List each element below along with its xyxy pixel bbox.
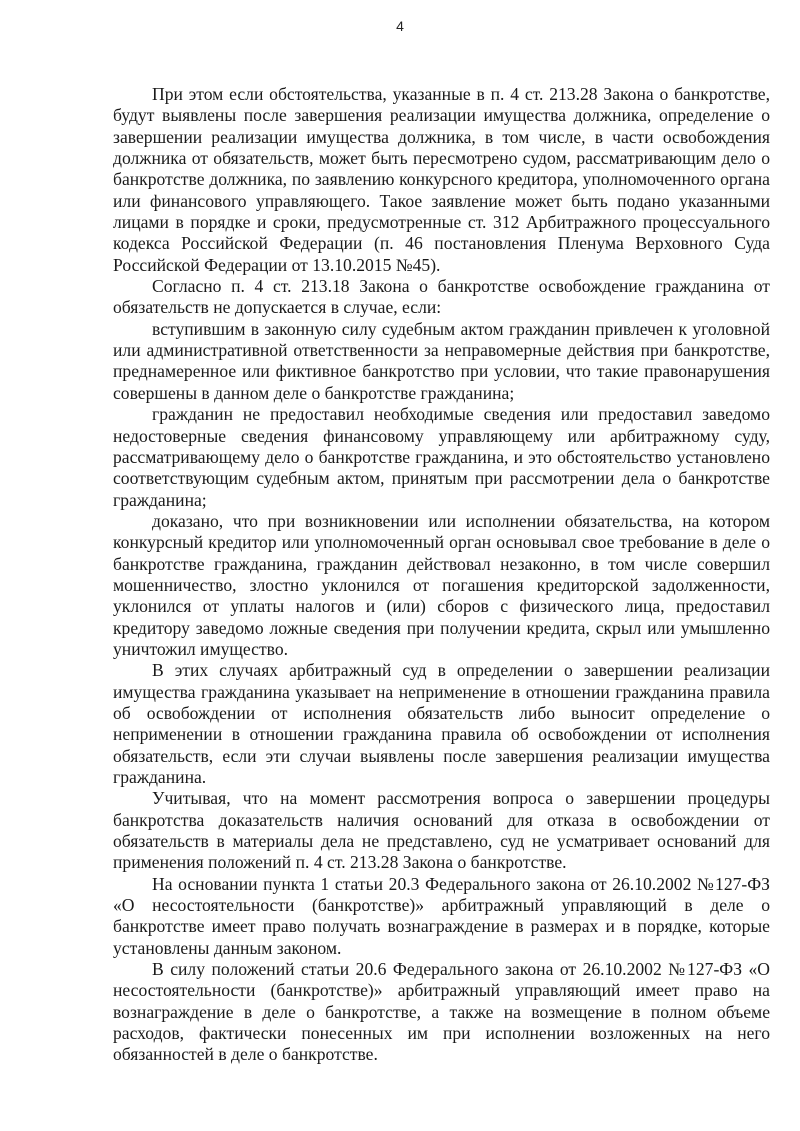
paragraph-manager-remuneration: На основании пункта 1 статьи 20.3 Федерального закона от 26.10.2002 №127-ФЗ «О несостоятельности (банкротстве)» арбитражный управляющий в деле о банкротстве имеет право получать вознаграждение в размерах и в порядке, которые установлены данным законом. (113, 873, 770, 958)
paragraph-manager-expenses: В силу положений статьи 20.6 Федерального закона от 26.10.2002 №127-ФЗ «О несостоятельности (банкротстве)» арбитражный управляющий имеет право на вознаграждение в деле о банкротстве, а также на возмещение в полном объеме расходов, фактически понесенных им при исполнении возложенных на него обязанностей в деле о банкротстве. (113, 959, 770, 1065)
page-number: 4 (396, 18, 404, 34)
paragraph-exclusion-criminal-liability: вступившим в законную силу судебным актом гражданин привлечен к уголовной или административной ответственности за неправомерные действия при банкротстве, преднамеренное или фиктивное банкротство при условии, что такие правонарушения совершены в данном деле о банкротстве гражданина; (113, 318, 770, 403)
paragraph-exclusion-illegal-actions: доказано, что при возникновении или исполнении обязательства, на котором конкурсный кредитор или уполномоченный орган основывал свое требование в деле о банкротстве гражданина, гражданин действовал незаконно, в том числе совершил мошенничество, злостно уклонился от погашения кредиторской задолженности, уклонился от уплаты налогов и (или) сборов с физического лица, предоставил кредитору заведомо ложные сведения при получении кредита, скрыл или умышленно уничтожил имущество. (113, 510, 770, 659)
document-body (113, 84, 770, 1066)
paragraph-court-determination: В этих случаях арбитражный суд в определении о завершении реализации имущества гражданина указывает на неприменение в отношении гражданина правила об освобождении от исполнения обязательств либо выносит определение о неприменении в отношении гражданина правила об освобождении от исполнения обязательств, если эти случаи выявлены после завершения реализации имущества гражданина. (113, 660, 770, 787)
paragraph-court-conclusion: Учитывая, что на момент рассмотрения вопроса о завершении процедуры банкротства доказательств наличия оснований для отказа в освобождении от обязательств в материалы дела не представлено, суд не усматривает оснований для применения положений п. 4 ст. 213.28 Закона о банкротстве. (113, 788, 770, 873)
paragraph-exclusion-false-information: гражданин не предоставил необходимые сведения или предоставил заведомо недостоверные сведения финансовому управляющему или арбитражному суду, рассматривающему дело о банкротстве гражданина, и это обстоятельство установлено соответствующим судебным актом, принятым при рассмотрении дела о банкротстве гражданина; (113, 404, 770, 510)
paragraph-release-exclusions-intro: Согласно п. 4 ст. 213.18 Закона о банкротстве освобождение гражданина от обязательств не допускается в случае, если: (113, 276, 770, 318)
paragraph-reconsideration: При этом если обстоятельства, указанные в п. 4 ст. 213.28 Закона о банкротстве, будут выявлены после завершения реализации имущества должника, определение о завершении реализации имущества должника, в том числе, в части освобождения должника от обязательств, может быть пересмотрено судом, рассматривающим дело о банкротстве должника, по заявлению конкурсного кредитора, уполномоченного органа или финансового управляющего. Такое заявление может быть подано указанными лицами в порядке и сроки, предусмотренные ст. 312 Арбитражного процессуального кодекса Российской Федерации (п. 46 постановления Пленума Верховного Суда Российской Федерации от 13.10.2015 №45). (113, 84, 770, 275)
